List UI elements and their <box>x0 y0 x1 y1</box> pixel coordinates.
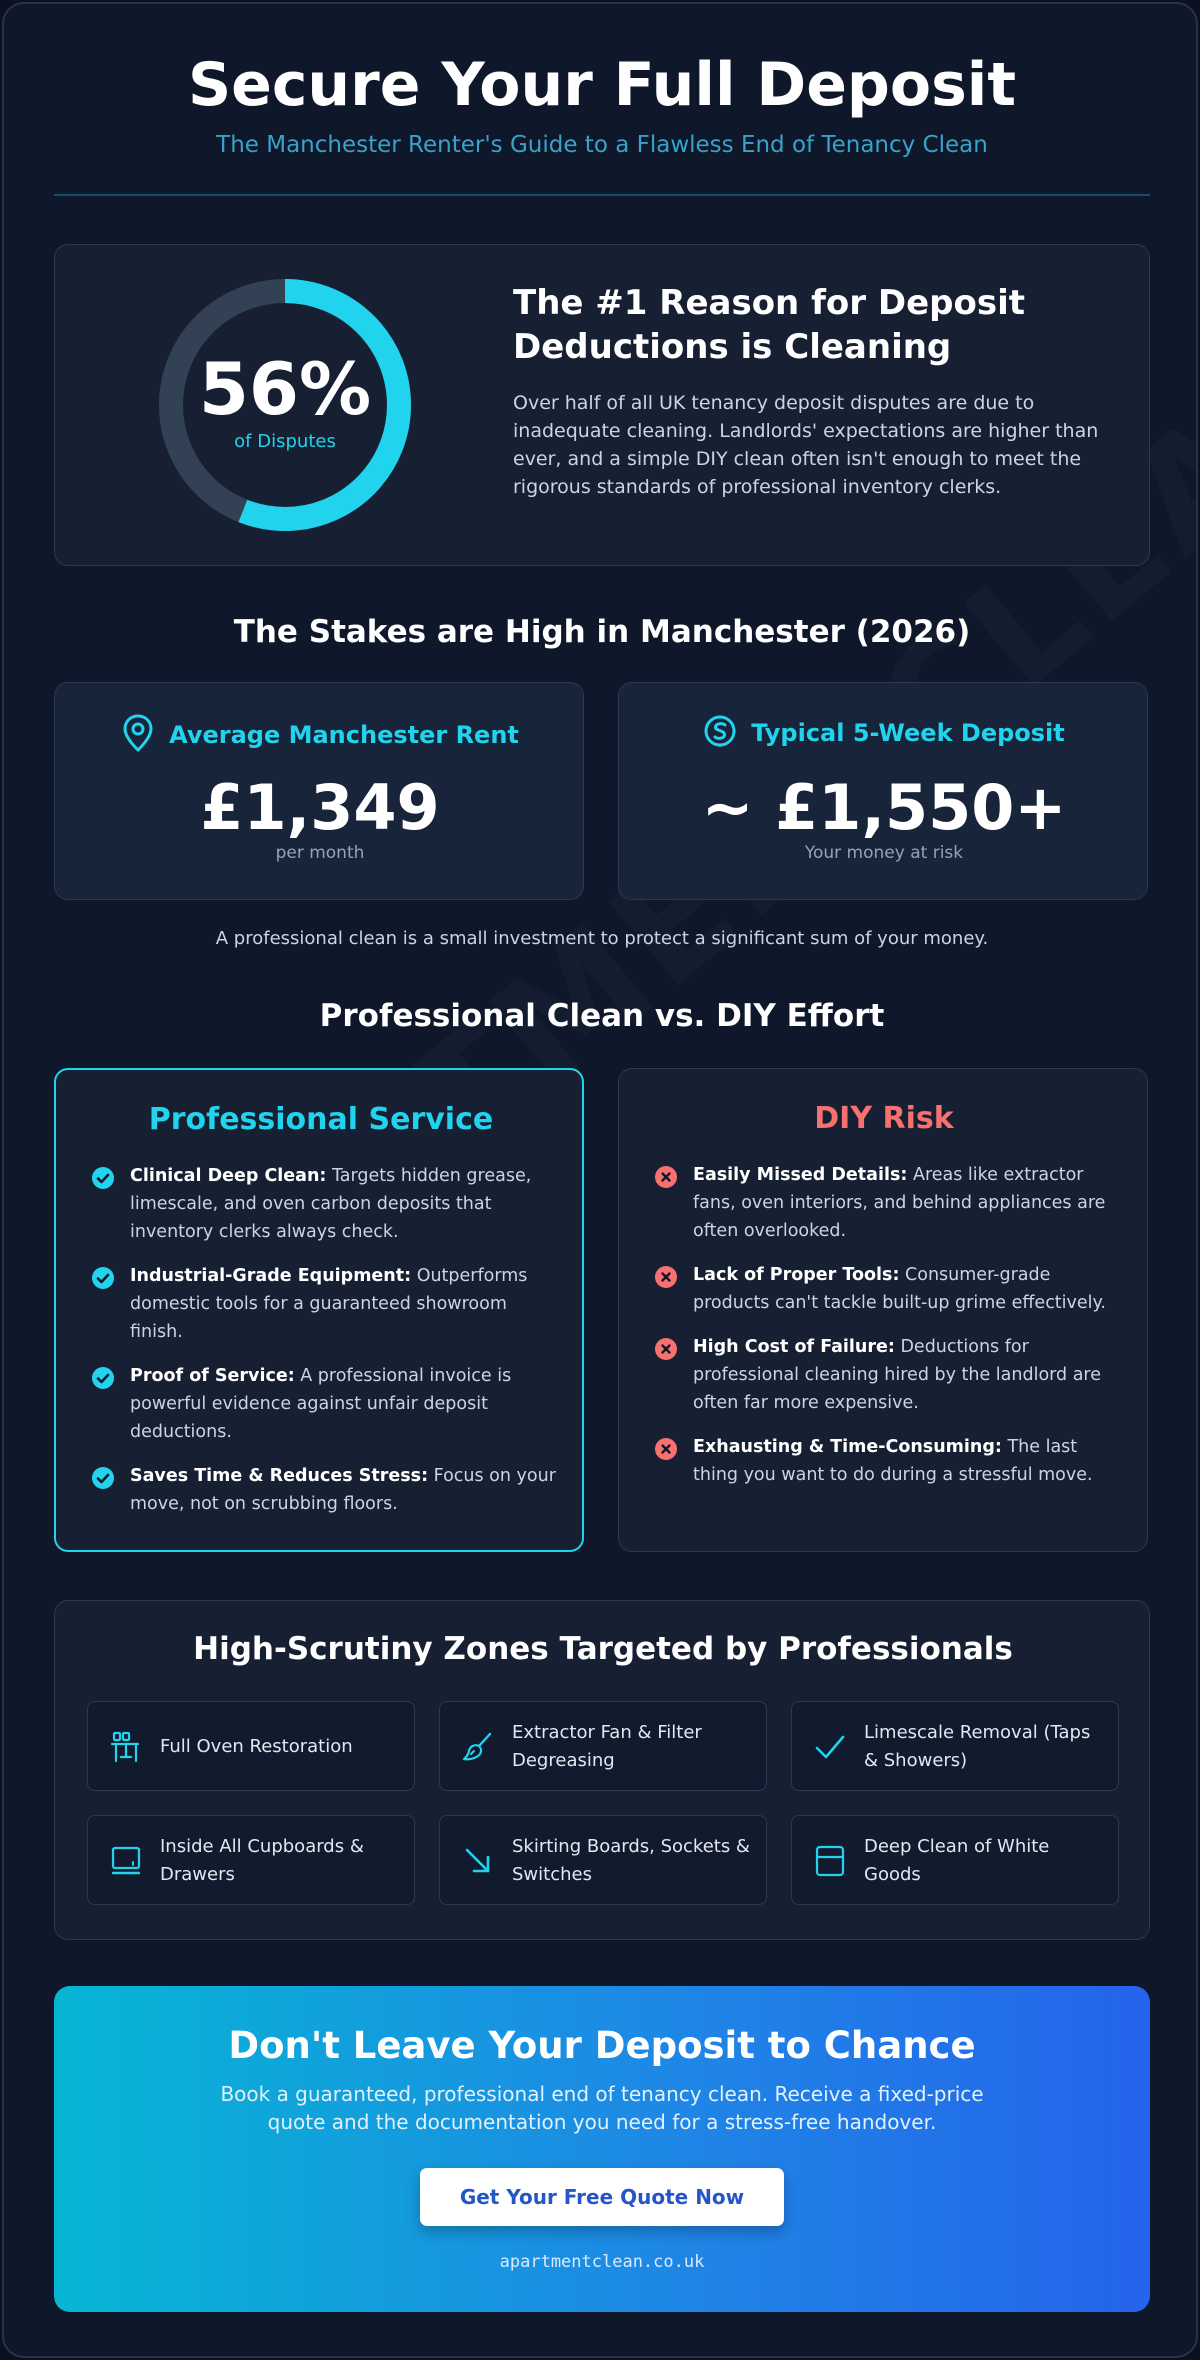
zone-oven <box>87 1701 415 1791</box>
check-circle-icon <box>92 1167 114 1189</box>
dispute-stat-card <box>54 244 1150 566</box>
deposit-caption: Your money at risk <box>804 843 964 863</box>
list-item-title: Exhausting & Time-Consuming: <box>693 1437 1002 1457</box>
list-item <box>92 1262 558 1346</box>
list-item-title: Clinical Deep Clean: <box>130 1166 327 1186</box>
stat-description: Over half of all UK tenancy deposit disputes are due to inadequate cleaning. Landlords' expectations are higher than ever, and a simple DIY clean often isn't enough to meet the rigorous standards of professional inventory clerks. <box>513 392 1099 498</box>
deposit-card <box>618 682 1148 900</box>
zone-label: Deep Clean of White Goods <box>864 1836 1050 1885</box>
page-subtitle: The Manchester Renter's Guide to a Flawless End of Tenancy Clean <box>216 132 988 158</box>
dispute-percent: 56% <box>198 347 372 431</box>
zone-label: Inside All Cupboards & Drawers <box>160 1836 364 1885</box>
title-divider <box>54 194 1150 196</box>
list-item-title: Saves Time & Reduces Stress: <box>130 1466 429 1486</box>
cupboard-icon <box>108 1843 144 1879</box>
list-item-title: High Cost of Failure: <box>693 1337 895 1357</box>
cta-banner <box>54 1986 1150 2312</box>
zone-limescale <box>791 1701 1119 1791</box>
appliance-icon <box>812 1843 848 1879</box>
brush-icon <box>460 1729 496 1765</box>
x-circle-icon <box>655 1166 677 1188</box>
list-item-text: Consumer-grade products can't tackle built-up grime effectively. <box>693 1265 1106 1313</box>
professional-benefits-list <box>92 1162 558 1534</box>
x-circle-icon <box>655 1338 677 1360</box>
list-item-text: Outperforms domestic tools for a guaranteed showroom finish. <box>130 1266 528 1342</box>
rent-caption: per month <box>275 843 365 863</box>
list-item-text: Deductions for professional cleaning hired by the landlord are often far more expensive. <box>693 1337 1102 1413</box>
list-item-text: The last thing you want to do during a stressful move. <box>693 1437 1093 1485</box>
rent-card-header <box>55 719 585 753</box>
zone-skirting <box>439 1815 767 1905</box>
diy-risk-card <box>618 1068 1148 1552</box>
list-item-text: Targets hidden grease, limescale, and oven carbon deposits that inventory clerks always check. <box>130 1166 532 1242</box>
page-title: Secure Your Full Deposit <box>187 50 1017 120</box>
dispute-percent-label: of Disputes <box>234 431 336 452</box>
rent-card <box>54 682 584 900</box>
diy-title: DIY Risk <box>814 1101 954 1136</box>
rent-card-label: Average Manchester Rent <box>169 721 519 749</box>
cta-description: Book a guaranteed, professional end of tenancy clean. Receive a fixed-price quote and the documentation you need for a stress-free handover. <box>220 2082 984 2134</box>
stakes-title: The Stakes are High in Manchester (2026) <box>233 614 971 650</box>
stat-heading: The #1 Reason for Deposit Deductions is Cleaning <box>513 283 1025 367</box>
list-item <box>655 1433 1121 1489</box>
list-item-text: Areas like extractor fans, oven interiors, and behind appliances are often overlooked. <box>693 1165 1106 1241</box>
check-circle-icon <box>92 1267 114 1289</box>
cta-title: Don't Leave Your Deposit to Chance <box>228 2024 976 2067</box>
map-pin-icon <box>121 713 155 753</box>
scrutiny-zones-card <box>54 1600 1150 1940</box>
list-item <box>92 1462 558 1518</box>
zone-label: Full Oven Restoration <box>160 1736 353 1757</box>
coin-icon <box>703 714 737 748</box>
check-circle-icon <box>92 1467 114 1489</box>
website-url[interactable]: apartmentclean.co.uk <box>499 2252 705 2272</box>
deposit-value: ~ £1,550+ <box>701 771 1067 844</box>
list-item <box>92 1362 558 1446</box>
arrow-down-right-icon <box>460 1843 496 1879</box>
stakes-note: A professional clean is a small investment to protect a significant sum of your money. <box>215 928 989 949</box>
zone-extractor-fan <box>439 1701 767 1791</box>
x-circle-icon <box>655 1438 677 1460</box>
x-circle-icon <box>655 1266 677 1288</box>
diy-risks-list <box>655 1161 1121 1505</box>
zone-label: Extractor Fan & Filter Degreasing <box>512 1722 702 1771</box>
zone-cupboards <box>87 1815 415 1905</box>
list-item-title: Lack of Proper Tools: <box>693 1265 900 1285</box>
check-icon <box>812 1729 848 1765</box>
page-frame <box>2 2 1198 2358</box>
deposit-card-header <box>619 719 1149 748</box>
check-circle-icon <box>92 1367 114 1389</box>
list-item-title: Proof of Service: <box>130 1366 295 1386</box>
list-item <box>92 1162 558 1246</box>
list-item <box>655 1161 1121 1245</box>
list-item-text: A professional invoice is powerful evidence against unfair deposit deductions. <box>130 1366 512 1442</box>
professional-service-card <box>54 1068 584 1552</box>
get-quote-button[interactable]: Get Your Free Quote Now <box>420 2168 784 2226</box>
zone-white-goods <box>791 1815 1119 1905</box>
compare-title: Professional Clean vs. DIY Effort <box>319 998 885 1034</box>
deposit-card-label: Typical 5-Week Deposit <box>751 719 1065 747</box>
list-item <box>655 1261 1121 1317</box>
list-item <box>655 1333 1121 1417</box>
zones-title: High-Scrutiny Zones Targeted by Professionals <box>193 1631 1013 1667</box>
oven-icon <box>108 1729 144 1765</box>
zone-label: Skirting Boards, Sockets & Switches <box>512 1836 750 1885</box>
list-item-text: Focus on your move, not on scrubbing floors. <box>130 1466 556 1514</box>
list-item-title: Easily Missed Details: <box>693 1165 908 1185</box>
rent-value: £1,349 <box>200 771 440 844</box>
list-item-title: Industrial-Grade Equipment: <box>130 1266 412 1286</box>
professional-title: Professional Service <box>148 1102 494 1137</box>
zone-label: Limescale Removal (Taps & Showers) <box>864 1722 1091 1771</box>
